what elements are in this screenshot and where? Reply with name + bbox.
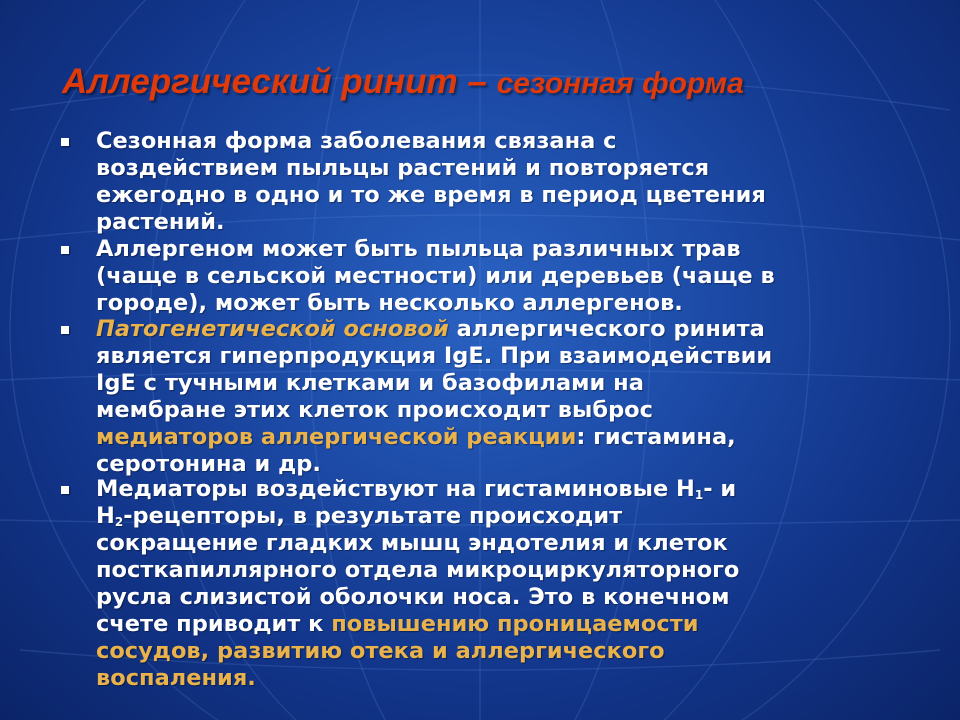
bullet-text-line: мембране этих клеток происходит выброс xyxy=(96,397,653,423)
bullet-text-line: ежегодно в одно и то же время в период цветения xyxy=(96,182,766,208)
bullet-list xyxy=(58,128,918,691)
bullet-text-fragment: счете приводит к xyxy=(96,611,332,637)
bullet-text-line: (чаще в сельской местности) или деревьев (чаще в xyxy=(96,263,775,289)
square-bullet-icon xyxy=(61,326,69,334)
bullet-text-line: воспаления. xyxy=(96,665,256,691)
bullet-text-line xyxy=(96,424,918,451)
slide-title xyxy=(62,62,922,106)
highlight-text: Патогенетической основой xyxy=(96,316,449,342)
square-bullet-icon xyxy=(61,486,69,494)
bullet-text-line xyxy=(96,476,918,503)
bullet-text-line: городе), может быть несколько аллергенов. xyxy=(96,290,683,316)
highlight-text: медиаторов аллергической реакции xyxy=(96,424,577,450)
bullet-text-line: растений. xyxy=(96,209,225,235)
bullet-text-line: сокращение гладких мышц эндотелия и клеток xyxy=(96,530,728,556)
square-bullet-icon xyxy=(61,138,69,146)
bullet-text-line: серотонина и др. xyxy=(96,451,321,477)
bullet-item-allergen xyxy=(58,236,918,316)
bullet-text-line: Аллергеном может быть пыльца различных трав xyxy=(96,236,741,262)
bullet-text-fragment: Н xyxy=(96,503,115,529)
bullet-text-fragment: : гистамина, xyxy=(576,424,736,450)
bullet-text-line xyxy=(96,611,918,638)
bullet-item-pathogenesis xyxy=(58,316,918,476)
bullet-text-line: воздействием пыльцы растений и повторяется xyxy=(96,155,710,181)
title-part-sub: сезонная форма xyxy=(496,67,744,100)
bullet-text-fragment: -рецепторы, в результате происходит xyxy=(123,503,623,529)
bullet-text-fragment: аллергического ринита xyxy=(448,316,765,342)
bullet-text-line: посткапиллярного отдела микроциркуляторного xyxy=(96,557,740,583)
bullet-text-fragment: Медиаторы воздействуют на гистаминовые Н xyxy=(96,476,695,502)
square-bullet-icon xyxy=(61,246,69,254)
bullet-text-fragment: - и xyxy=(703,476,737,502)
bullet-text-line xyxy=(96,503,918,530)
bullet-text-line: IgE с тучными клетками и базофилами на xyxy=(96,370,644,396)
bullet-item-mediators xyxy=(58,476,918,691)
highlight-text: повышению проницаемости xyxy=(331,611,699,637)
bullet-text-line: Сезонная форма заболевания связана с xyxy=(96,128,617,154)
bullet-text-line: является гиперпродукция IgE. При взаимодействии xyxy=(96,343,773,369)
subscript: 1 xyxy=(694,488,704,502)
bullet-text-line: русла слизистой оболочки носа. Это в конечном xyxy=(96,584,730,610)
title-part-main: Аллергический ринит – xyxy=(62,62,497,101)
bullet-text-line xyxy=(96,316,918,343)
bullet-item-seasonal-form xyxy=(58,128,918,236)
bullet-text-line: сосудов, развитию отека и аллергического xyxy=(96,638,665,664)
subscript: 2 xyxy=(114,515,124,529)
